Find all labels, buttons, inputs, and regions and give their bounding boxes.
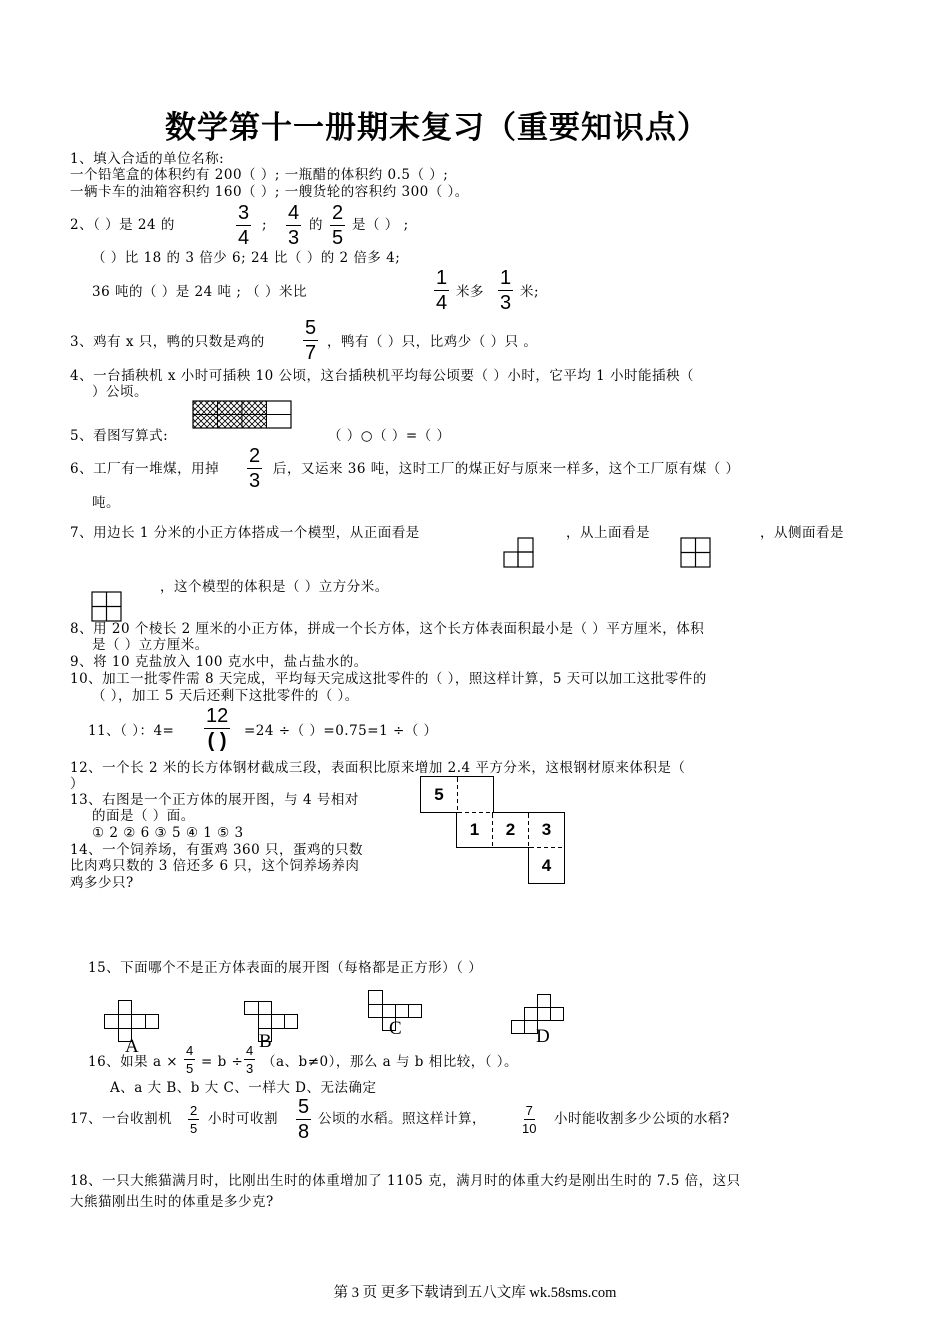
q9: 9、将 10 克盐放入 100 克水中，盐占盐水的。 [70, 654, 368, 670]
net-face-2: 2 [492, 812, 529, 848]
q2-fraction-2: $\frac{4}{3}$ [288, 202, 300, 249]
q17-pre: 17、一台收割机 [70, 1111, 173, 1127]
q2-c-pre: 36 吨的（ ）是 24 吨 ; （ ）米比 [92, 284, 307, 300]
q4-line2: ）公顷。 [92, 384, 148, 400]
q7-top-view-figure [680, 537, 712, 569]
net-d-square [537, 994, 551, 1008]
q8-line2: 是（ ）立方厘米。 [92, 637, 209, 653]
q2-a-post: 是（ ） ; [352, 217, 409, 233]
net-c-square [382, 1004, 396, 1018]
net-face-3: 3 [528, 812, 565, 848]
q2-fraction-3: $\frac{2}{5}$ [332, 202, 344, 249]
net-fold-lines [420, 776, 566, 886]
net-d-square [550, 1007, 564, 1021]
net-b-square [258, 1001, 272, 1015]
q2-fraction-5: $\frac{1}{3}$ [500, 267, 512, 314]
net-face-1: 1 [456, 812, 493, 848]
q2-fraction-1: $\frac{3}{4}$ [238, 202, 250, 249]
q15-label-b: B [259, 1031, 272, 1052]
q1-heading: 1、填入合适的单位名称: [70, 151, 225, 167]
q1-line2: 一个铅笔盒的体积约有 200（ ）; 一瓶醋的体积约 0.5（ ）; [70, 167, 449, 183]
q17-fraction-1: $\frac{2}{5}$ [190, 1103, 198, 1136]
q7-side-label: ，从侧面看是 [760, 525, 844, 541]
q18-line1: 18、一只大熊猫满月时，比刚出生时的体重增加了 1105 克，满月时的体重大约是刚出生时的 7.5 倍，这只 [70, 1173, 741, 1189]
q8-line1: 8、用 20 个棱长 2 厘米的小正方体，拼成一个长方体，这个长方体表面积最小是（ ）平方厘米，体积 [70, 621, 705, 637]
net-a-square [131, 1014, 146, 1029]
net-c-square [368, 1004, 383, 1018]
q14-line1: 14、一个饲养场，有蛋鸡 360 只，蛋鸡的只数 [70, 842, 364, 858]
net-b-square [244, 1001, 259, 1015]
q15-label-d: D [536, 1026, 550, 1047]
q4-line1: 4、一台插秧机 x 小时可插秧 10 公顷，这台插秧机平均每公顷要（ ）小时，它平均 1 小时能插秧（ [70, 368, 695, 384]
q6-line2: 吨。 [92, 495, 120, 511]
page-title: 数学第十一册期末复习（重要知识点） [165, 110, 709, 146]
q17-mid2: 公顷的水稻。照这样计算， [318, 1111, 486, 1127]
q6-pre: 6、工厂有一堆煤，用掉 [70, 461, 220, 477]
page-footer: 第 3 页 更多下载请到五八文库 wk.58sms.com [333, 1285, 617, 1301]
q16-pre: 16、如果 a × [88, 1054, 179, 1070]
q5-pre: 5、看图写算式: [70, 428, 169, 444]
q17-fraction-2: $\frac{5}{8}$ [298, 1096, 310, 1143]
q16-fraction-2: $\frac{4}{3}$ [246, 1043, 254, 1076]
q15-label-a: A [125, 1036, 139, 1057]
net-d-square [537, 1007, 551, 1021]
q11-post: =24 ÷（ ）=0.75=1 ÷（ ） [244, 723, 438, 739]
q17-fraction-3: $\frac{7}{10}$ [522, 1103, 537, 1136]
net-c-square [408, 1004, 422, 1018]
q2-a-sep: ; [262, 217, 268, 233]
q6-post: 后，又运来 36 吨，这时工厂的煤正好与原来一样多，这个工厂原有煤（ ） [273, 461, 740, 477]
q10-line1: 10、加工一批零件需 8 天完成，平均每天完成这批零件的（ ），照这样计算，5 天可以加工这批零件的 [70, 671, 707, 687]
q10-line2: （ ），加工 5 天后还剩下这批零件的（ ）。 [92, 688, 359, 704]
net-d-square [524, 1007, 538, 1021]
q2-a-pre: 2、（ ）是 24 的 [70, 217, 175, 233]
q7-pre: 7、用边长 1 分米的小正方体搭成一个模型，从正面看是 [70, 525, 420, 541]
q12-line1: 12、一个长 2 米的长方体钢材截成三段，表面积比原来增加 2.4 平方分米，这根钢材原来体积是（ [70, 760, 686, 776]
q18-line2: 大熊猫刚出生时的体重是多少克? [70, 1194, 274, 1210]
q14-line3: 鸡多少只? [70, 875, 134, 891]
q7-front-view-figure [503, 537, 535, 569]
net-face-4: 4 [528, 847, 565, 884]
q2-c-mid: 米多 [456, 284, 484, 300]
q1-line3: 一辆卡车的油箱容积约 160（ ）; 一艘货轮的容积约 300（ ）。 [70, 184, 469, 200]
q5-expression: （ ）○（ ）=（ ） [328, 428, 451, 444]
q2-a-of: 的 [309, 217, 323, 233]
q2-b: （ ）比 18 的 3 倍少 6; 24 比（ ）的 2 倍多 4; [92, 250, 401, 266]
q5-grid-figure [192, 400, 292, 430]
q7-line2: ，这个模型的体积是（ ）立方分米。 [160, 579, 389, 595]
q11-fraction: 12 ( ) [206, 705, 229, 752]
q6-fraction: $\frac{2}{3}$ [249, 445, 261, 492]
q2-c-post: 米; [520, 284, 540, 300]
net-b-square [271, 1014, 285, 1029]
q15-label-c: C [389, 1018, 402, 1039]
net-a-square [118, 1014, 132, 1029]
q13-line2: 的面是（ ）面。 [92, 808, 195, 824]
q15-text: 15、下面哪个不是正方体表面的展开图（每格都是正方形）（ ） [88, 960, 483, 976]
q16-options: A、a 大 B、b 大 C、一样大 D、无法确定 [110, 1080, 377, 1096]
net-b-square [284, 1014, 298, 1029]
q11-pre: 11、（ ）：4= [88, 723, 175, 739]
q13-line1: 13、右图是一个正方体的展开图，与 4 号相对 [70, 792, 359, 808]
net-a-square [145, 1014, 159, 1029]
q3-post: ，鸭有（ ）只，比鸡少（ ）只 。 [327, 334, 538, 350]
q2-fraction-4: $\frac{1}{4}$ [436, 267, 448, 314]
q17-mid1: 小时可收割 [208, 1111, 278, 1127]
q16-fraction-1: $\frac{4}{5}$ [186, 1043, 194, 1076]
q3-fraction: $\frac{5}{7}$ [305, 317, 317, 364]
q16-mid: = b ÷ [201, 1054, 244, 1070]
net-c-square [395, 1004, 409, 1018]
q3-pre: 3、鸡有 x 只，鸭的只数是鸡的 [70, 334, 265, 350]
q16-post: （a、b≠0），那么 a 与 b 相比较，（ ）。 [262, 1054, 518, 1070]
q7-top-label: ，从上面看是 [566, 525, 650, 541]
net-face-5: 5 [420, 776, 458, 813]
q13-options: ① 2 ② 6 ③ 5 ④ 1 ⑤ 3 [92, 825, 244, 841]
net-a-square [118, 1000, 132, 1015]
q12-line2: ） [70, 776, 84, 792]
q17-post: 小时能收割多少公顷的水稻? [554, 1111, 730, 1127]
net-d-square [511, 1020, 525, 1034]
q7-side-view-figure [91, 591, 123, 623]
q14-line2: 比肉鸡只数的 3 倍还多 6 只，这个饲养场养肉 [70, 858, 360, 874]
net-c-square [368, 990, 383, 1005]
net-a-square [104, 1014, 119, 1029]
net-b-square [258, 1014, 272, 1029]
